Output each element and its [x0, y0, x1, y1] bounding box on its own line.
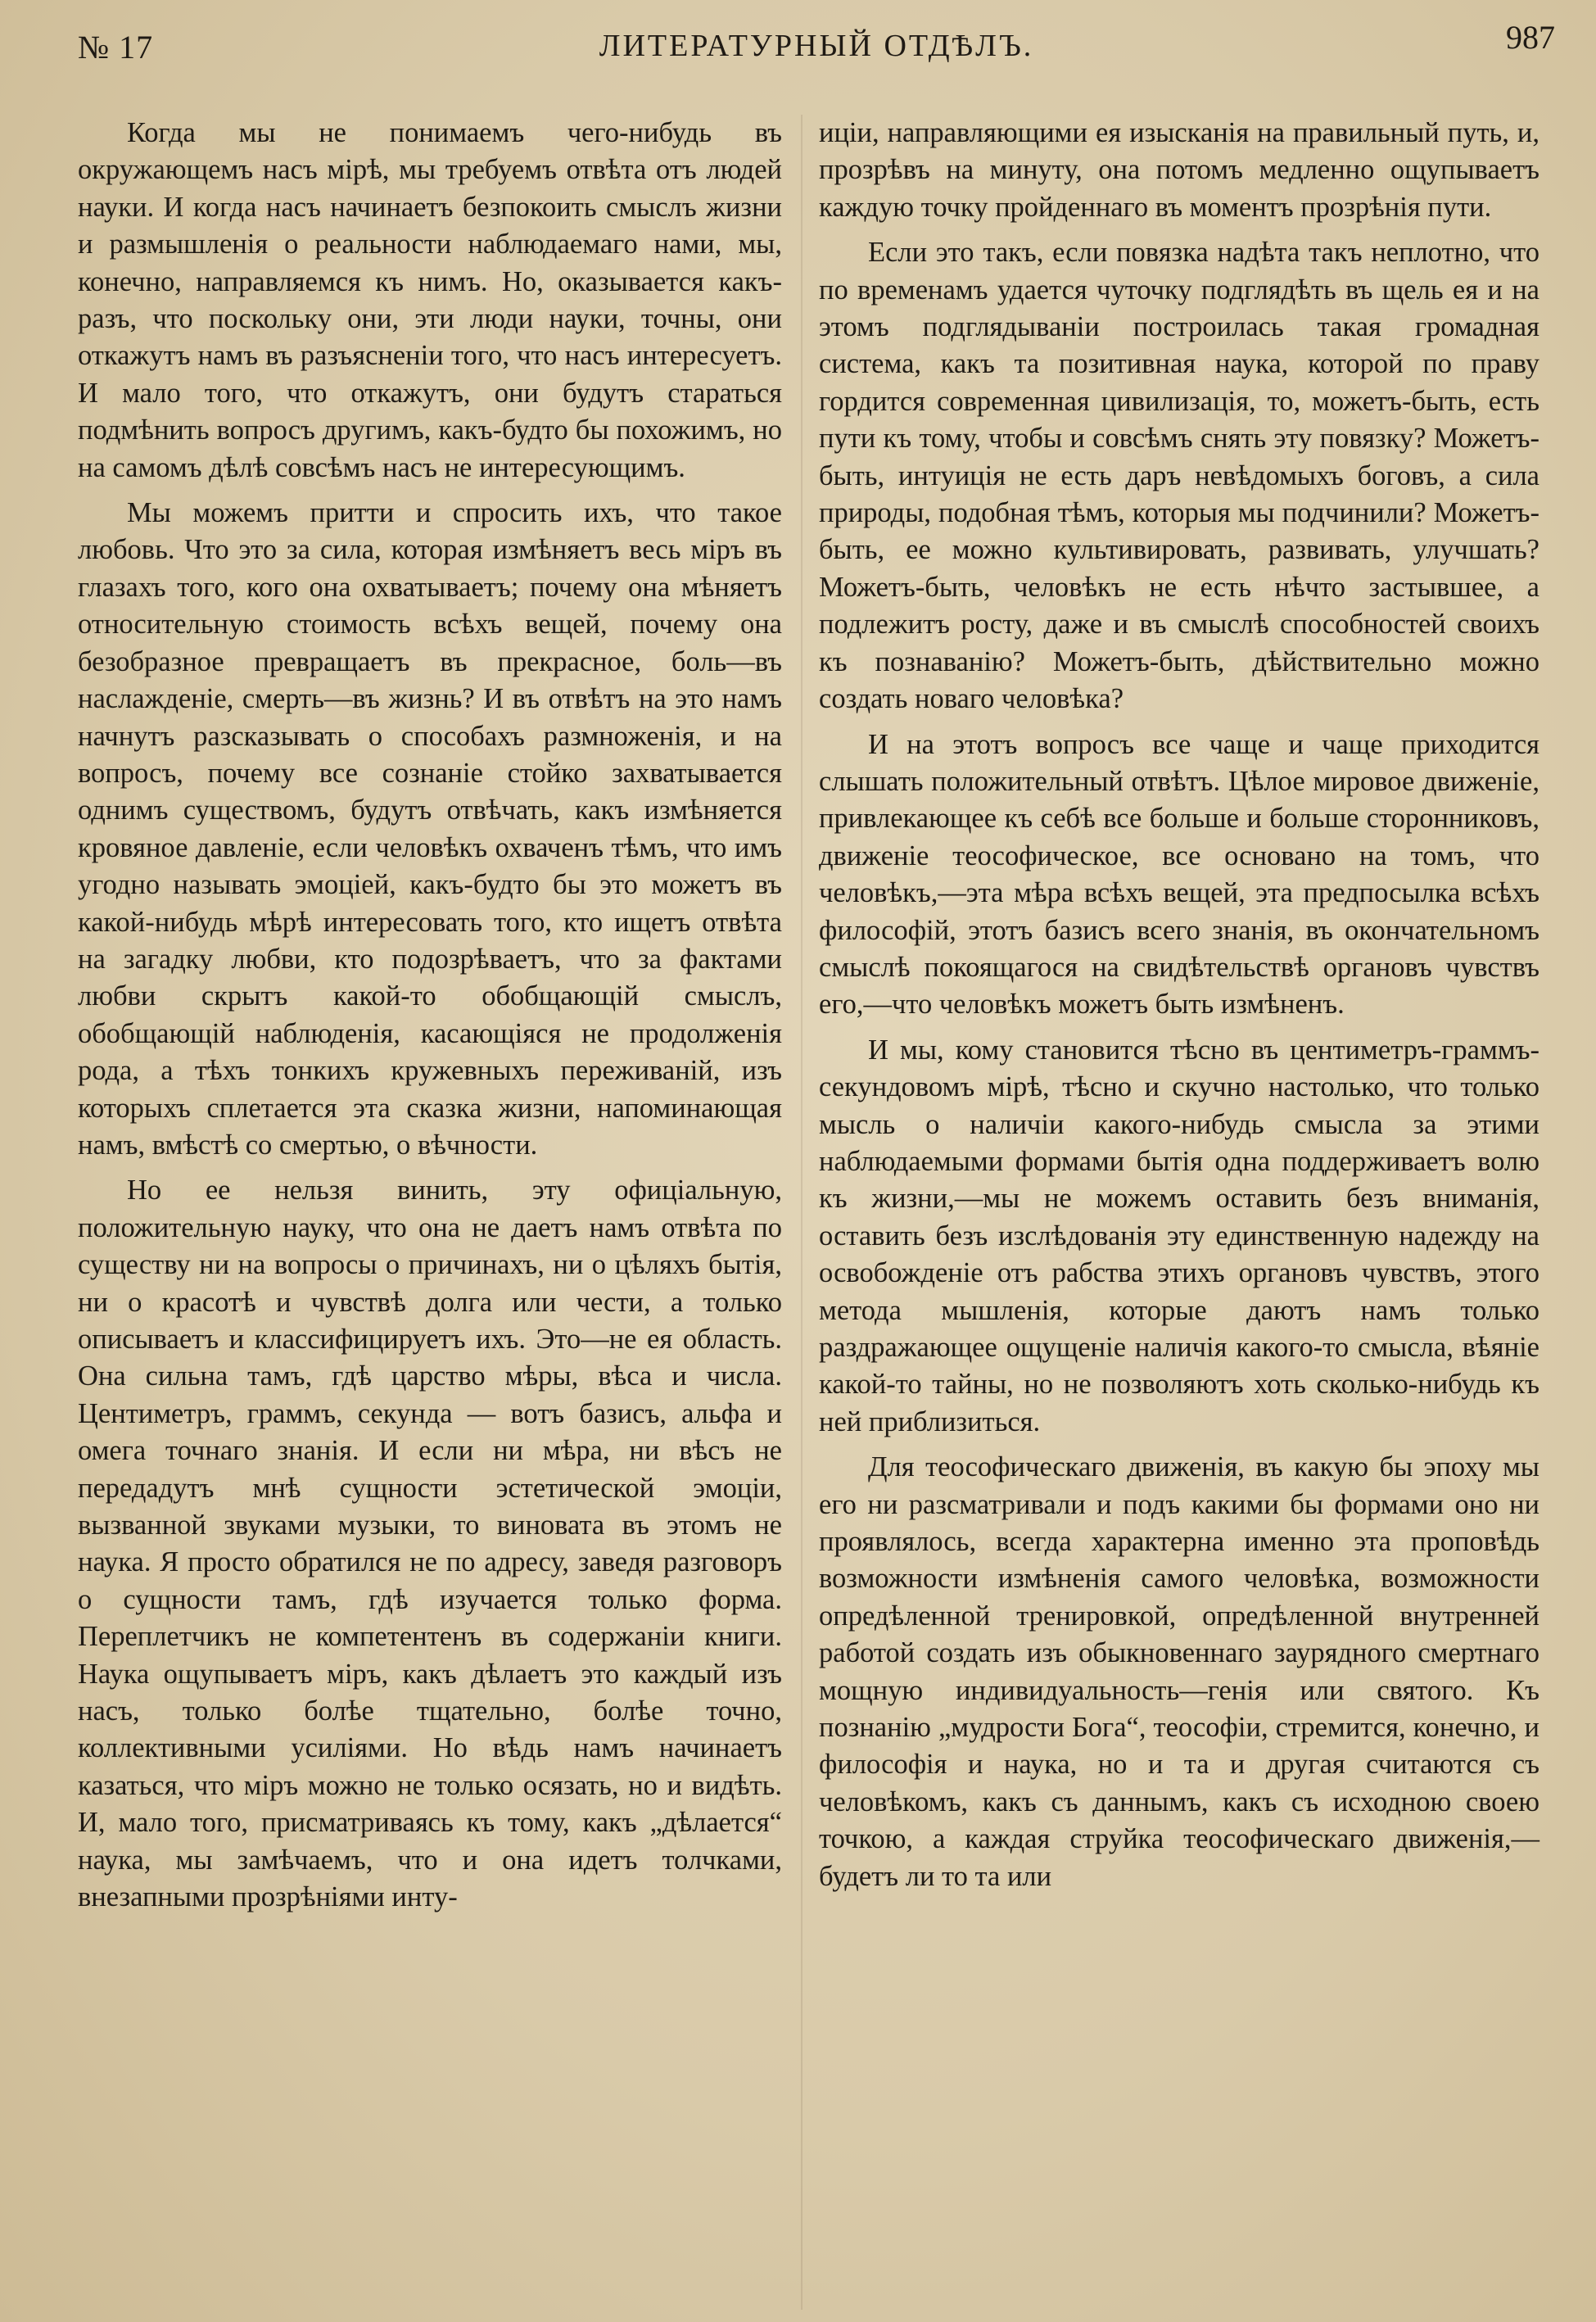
paragraph: Но ее нельзя винить, эту офиціальную, положительную науку, что она не даетъ намъ отвѣта по существу ни на вопросы о причинахъ, ни о цѣляхъ бытія, ни о красотѣ и чувствѣ долга или чести, а только описываетъ и классифицируетъ ихъ. Это—не ея область. Она сильна тамъ, гдѣ царство мѣры, вѣса и числа. Центиметръ, граммъ, секунда — вотъ базисъ, альфа и омега точнаго знанія. И если ни мѣра, ни вѣсъ не передадутъ мнѣ сущности эстетической эмоціи, вызванной звуками музыки, то виновата въ этомъ не наука. Я просто обратился не по адресу, заведя разговоръ о сущности тамъ, гдѣ изучается только форма. Переплетчикъ не компетентенъ въ содержаніи книги. Наука ощупываетъ міръ, какъ дѣлаетъ это каждый изъ насъ, только болѣе тщательно, болѣе точно, коллективными усиліями. Но вѣдь намъ начинаетъ казаться, что міръ можно не только осязать, но и видѣть. И, мало того, присматриваясь къ тому, какъ „дѣлается“ наука, мы замѣчаемъ, что и она идетъ толчками, внезапными прозрѣніями инту- — [78, 1175, 782, 1913]
paragraph: Мы можемъ притти и спросить ихъ, что такое любовь. Что это за сила, которая измѣняетъ весь міръ въ глазахъ того, кого она охватываетъ; почему она мѣняетъ относительную стоимость всѣхъ вещей, почему она безобразное превращаетъ въ прекрасное, боль—въ наслажденіе, смерть—въ жизнь? И въ отвѣтъ на это намъ начнутъ разсказывать о способахъ размноженія, и на вопросъ, почему все сознаніе стойко захватывается однимъ существомъ, будутъ отвѣчать, какъ измѣняется кровяное давленіе, если человѣкъ охваченъ тѣмъ, что имъ угодно называть эмоціей, какъ-будто бы это можетъ въ какой-нибудь мѣрѣ интересовать того, кто ищетъ отвѣта на загадку любви, кто подозрѣваетъ, что за фактами любви скрытъ какой-то обобщающій смыслъ, обобщающій наблюденія, касающіяся не продолженія рода, а тѣхъ тонкихъ кружевныхъ переживаній, изъ которыхъ сплетается эта сказка жизни, напоминающая намъ, вмѣстѣ со смертью, о вѣчности. — [78, 497, 782, 1161]
left-column — [78, 115, 782, 1925]
paragraph: Для теософическаго движенія, въ какую бы эпоху мы его ни разсматривали и подъ какими бы формами оно ни проявлялось, всегда характерна именно эта проповѣдь возможности измѣненія самого человѣка, возможности опредѣленной тренировкой, опредѣленной внутренней работой создать изъ обыкновеннаго заурядного смертнаго мощную индивидуальность—генія или святого. Къ познанію „мудрости Бога“, теософіи, стремится, конечно, и философія и наука, но и та и другая считаются съ человѣкомъ, какъ съ даннымъ, какъ съ исходною своею точкою, а каждая струйка теософическаго движенія,—будетъ ли то та или — [819, 1451, 1539, 1892]
issue-number: № 17 — [78, 29, 154, 66]
running-header — [78, 18, 1555, 67]
paragraph: И на этотъ вопросъ все чаще и чаще приходится слышать положительный отвѣтъ. Цѣлое мировое движеніе, привлекающее къ себѣ все больше и больше сторонниковъ, движеніе теософическое, все основано на томъ, что человѣкъ,—эта мѣра всѣхъ вещей, эта предпосылка всѣхъ философій, этотъ базисъ всего знанія, въ окончательномъ смыслѣ покоящагося на свидѣтельствѣ органовъ чувствъ его,—что человѣкъ можетъ быть измѣненъ. — [819, 728, 1539, 1021]
paragraph: Когда мы не понимаемъ чего-нибудь въ окружающемъ насъ мірѣ, мы требуемъ отвѣта отъ людей науки. И когда насъ начинаетъ безпокоить смыслъ жизни и размышленія о реальности наблюдаемаго нами, мы, конечно, направляемся къ нимъ. Но, оказывается какъ-разъ, что поскольку они, эти люди науки, точны, они откажутъ намъ въ разъясненіи того, что насъ интересуетъ. И мало того, что откажутъ, они будутъ стараться подмѣнить вопросъ другимъ, какъ-будто бы похожимъ, но на самомъ дѣлѣ совсѣмъ насъ не интересующимъ. — [78, 117, 782, 483]
paragraph: И мы, кому становится тѣсно въ центиметръ-граммъ-секундовомъ мірѣ, тѣсно и скучно настолько, что только мысль о наличіи какого-нибудь смысла за этими наблюдаемыми формами бытія одна поддерживаетъ волю къ жизни,—мы не можемъ оставить безъ вниманія, оставить безъ изслѣдованія эту единственную надежду на освобожденіе отъ рабства этихъ органовъ чувствъ, этого метода мышленія, которые даютъ намъ только раздражающее ощущеніе наличія какого-то смысла, вѣяніе какой-то тайны, но не позволяютъ хоть сколько-нибудь къ ней приблизиться. — [819, 1034, 1539, 1437]
section-title: ЛИТЕРАТУРНЫЙ ОТДѢЛЪ. — [599, 29, 1034, 63]
paragraph-continued: иціи, направляющими ея изысканія на правильный путь, и, прозрѣвъ на минуту, она потомъ медленно ощупываетъ каждую точку пройденнаго въ моментъ прозрѣнія пути. — [819, 117, 1539, 223]
column-divider — [801, 115, 803, 2310]
page-number: 987 — [1506, 19, 1555, 56]
paragraph: Если это такъ, если повязка надѣта такъ неплотно, что по временамъ удается чуточку подглядѣть въ щель ея и на этомъ подглядываніи построилась такая громадная система, какъ та позитивная наука, которой по праву гордится современная цивилизація, то, можетъ-быть, есть пути къ тому, чтобы и совсѣмъ снять эту повязку? Можетъ-быть, интуиція не есть даръ невѣдомыхъ боговъ, а сила природы, подобная тѣмъ, которыя мы подчинили? Можетъ-быть, ее можно культивировать, развивать, улучшать? Можетъ-быть, человѣкъ не есть нѣчто застывшее, а подлежитъ росту, даже и въ смыслѣ способностей своихъ къ познаванію? Можетъ-быть, дѣйствительно можно создать новаго человѣка? — [819, 237, 1539, 715]
right-column — [819, 115, 1539, 1903]
